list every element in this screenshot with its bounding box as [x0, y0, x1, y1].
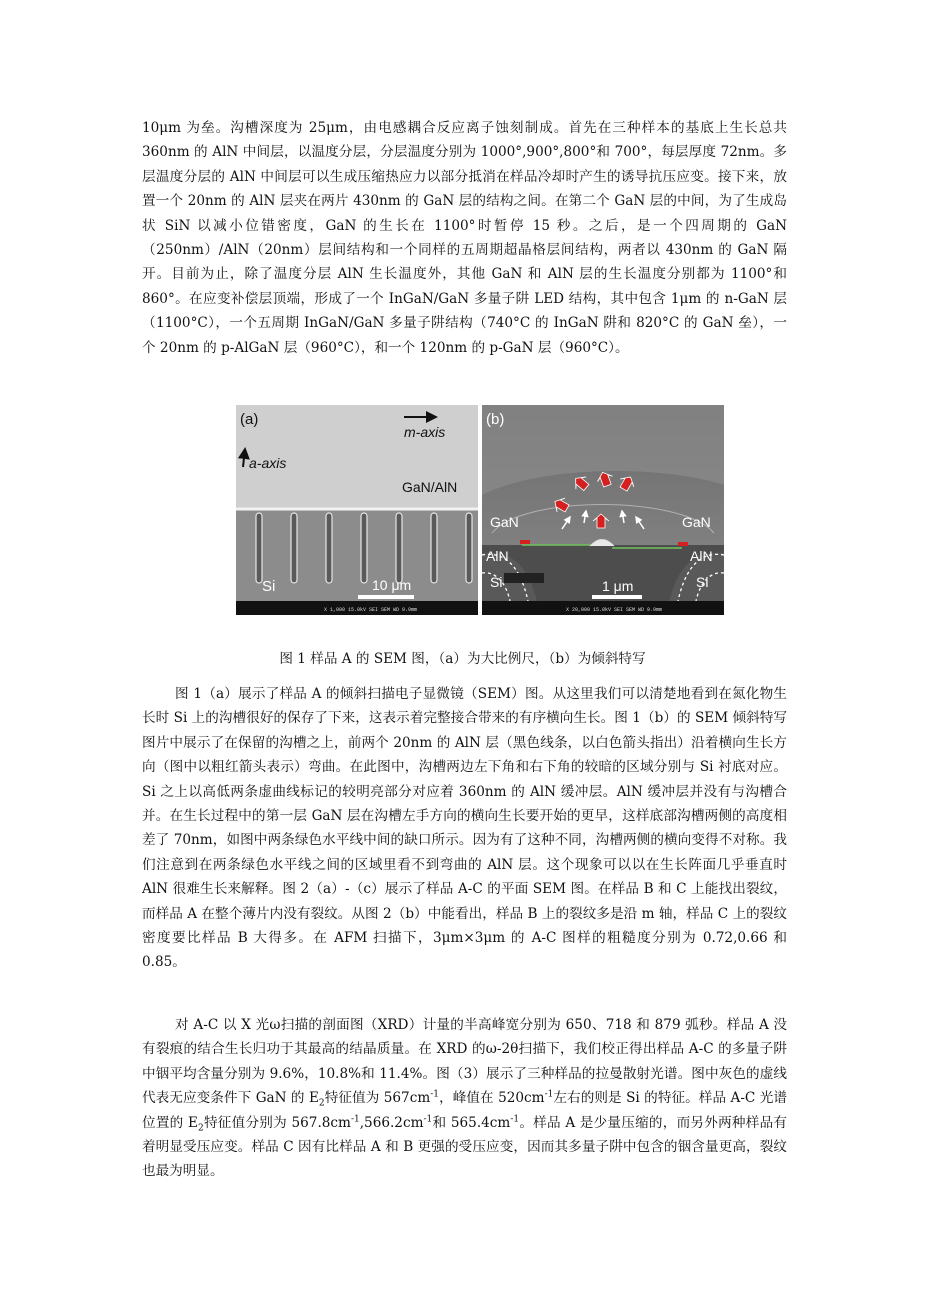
gan-label-left: GaN [490, 514, 519, 530]
p3-text-h: 。样品 A 是少量压缩的，而另外两种样品有着明显受压应变。样品 C 因有比样品 A 和 B 更强的受压应变，因而其多量子阱中包含的铟含量更高，裂纹也最为明显。 [142, 1114, 787, 1180]
red-mark-left [520, 540, 530, 544]
p3-text-a: 对 A-C 以 X 光ω扫描的剖面图（XRD）计量的半高峰宽分别为 650、718 和 879 弧秒。样品 A 没有裂痕的结合生长归功于其最高的结晶质量。在 XRD 的ω-2θ扫描下，我们校正得出样品 A-C 的多量子阱中铟平均含量分别为 9.6%，10.8%和 11.4%。图（3）展示了三种样品的拉曼散射光谱。图中灰色的虚线代表无应变条件下 GaN 的 E [142, 1017, 787, 1107]
aln-label-left: AlN [486, 548, 509, 564]
a-axis-label: a-axis [249, 455, 287, 471]
gan-aln-label: GaN/AlN [402, 479, 458, 495]
gan-label-right: GaN [682, 514, 711, 530]
sem-figure [236, 405, 724, 615]
aln-label-right: AlN [690, 548, 713, 564]
superscript-minus-1: -1 [510, 1114, 520, 1125]
p3-text-g: 和 565.4cm [432, 1114, 511, 1131]
paragraph-2: 图 1（a）展示了样品 A 的倾斜扫描电子显微镜（SEM）图。从这里我们可以清楚地看到在氮化物生长时 Si 上的沟槽很好的保存了下来，这表示着完整接合带来的有序横向生长。图 1（b）的 SEM 倾斜特写图片中展示了在保留的沟槽之上，前两个 20nm 的 AlN 层（黑色线条，以白色箭头指出）沿着横向生长方向（图中以粗红箭头表示）弯曲。在此图中，沟槽两边左下角和右下角的较暗的区域分别与 Si 衬底对应。Si 之上以高低两条虚曲线标记的较明亮部分对应着 360nm 的 AlN 缓冲层。AlN 缓冲层并没有与沟槽合并。在生长过程中的第一层 GaN 层在沟槽左手方向的横向生长要开始的更早，这样底部沟槽两侧的高度相差了 70nm，如图中两条绿色水平线中间的缺口所示。因为有了这种不同，沟槽两侧的横向变得不对称。我们注意到在两条绿色水平线之间的区域里看不到弯曲的 AlN 层。这个现象可以以在生长阵面几乎垂直时 AlN 很难生长来解释。图 2（a）-（c）展示了样品 A-C 的平面 SEM 图。在样品 B 和 C 上能找出裂纹，而样品 A 在整个薄片内没有裂纹。从图 2（b）中能看出，样品 B 上的裂纹多是沿 m 轴，样品 C 上的裂纹密度要比样品 B 大得多。在 AFM 扫描下，3μm×3μm 的 A-C 图样的粗糙度分别为 0.72,0.66 和 0.85。 [142, 686, 787, 971]
p3-text-e: 特征值分别为 567.8cm [203, 1114, 351, 1131]
footer-b: X 20,000 15.0kV SEI SEM WD 9.9mm [566, 607, 663, 613]
superscript-minus-1: -1 [423, 1114, 433, 1125]
p3-text-f: ,566.2cm [359, 1114, 424, 1131]
si-label-left: Si [490, 574, 503, 590]
p3-text-c: ，峰值在 520cm [439, 1090, 545, 1107]
superscript-minus-1: -1 [350, 1114, 360, 1125]
si-label-right: Si [696, 574, 709, 590]
subscript-2: 2 [318, 1098, 325, 1109]
paragraph-3 [142, 1013, 787, 1184]
paragraph-1: 10μm 为垒。沟槽深度为 25μm，由电感耦合反应离子蚀刻制成。首先在三种样本的基底上生长总共 360nm 的 AlN 中间层，以温度分层，分层温度分别为 1000°,900°,800°和 700°，每层厚度 72nm。多层温度分层的 AlN 中间层可以生成压缩热应力以部分抵消在样品冷却时产生的诱导抗压应变。接下来，放置一个 20nm 的 AlN 层夹在两片 430nm 的 GaN 层的结构之间。在第二个 GaN 层的中间，为了生成岛状 SiN 以减小位错密度，GaN 的生长在 1100°时暂停 15 秒。之后，是一个四周期的 GaN（250nm）/AlN（20nm）层间结构和一个同样的五周期超晶格层间结构，两者以 430nm 的 GaN 隔开。目前为止，除了温度分层 AlN 生长温度外，其他 GaN 和 AlN 层的生长温度分别都为 1100°和 860°。在应变补偿层顶端，形成了一个 InGaN/GaN 多量子阱 LED 结构，其中包含 1μm 的 n-GaN 层（1100°C），一个五周期 InGaN/GaN 多量子阱结构（740°C 的 InGaN 阱和 820°C 的 GaN 垒），一个 20nm 的 p-AlGaN 层（960°C），和一个 120nm 的 p-GaN 层（960°C）。 [142, 120, 787, 356]
scale-label-b: 1 μm [602, 578, 634, 594]
panel-b [482, 405, 724, 615]
si-label-a: Si [262, 578, 276, 595]
panel-b-label: (b) [486, 411, 505, 428]
superscript-minus-1: -1 [430, 1089, 439, 1100]
figure-caption: 图 1 样品 A 的 SEM 图，（a）为大比例尺，（b）为倾斜特写 [279, 651, 646, 667]
footer-a: X 1,000 15.0kV SEI SEM WD 9.9mm [324, 607, 418, 613]
panel-a-label: (a) [240, 411, 259, 428]
p3-text-d: 左右的则是 Si 的特征。样品 A-C 光谱位置的 E [142, 1090, 787, 1131]
scale-bar-a [358, 595, 414, 599]
p3-text-b: 特征值为 567cm [324, 1090, 431, 1107]
red-mark-right [678, 542, 688, 546]
panel-a [236, 405, 478, 615]
scale-bar-b [592, 595, 642, 599]
subscript-2: 2 [197, 1123, 204, 1134]
superscript-minus-1: -1 [544, 1089, 554, 1100]
m-axis-label: m-axis [404, 424, 446, 440]
scale-label-a: 10 μm [372, 577, 412, 593]
sem-figure-svg [236, 405, 724, 615]
